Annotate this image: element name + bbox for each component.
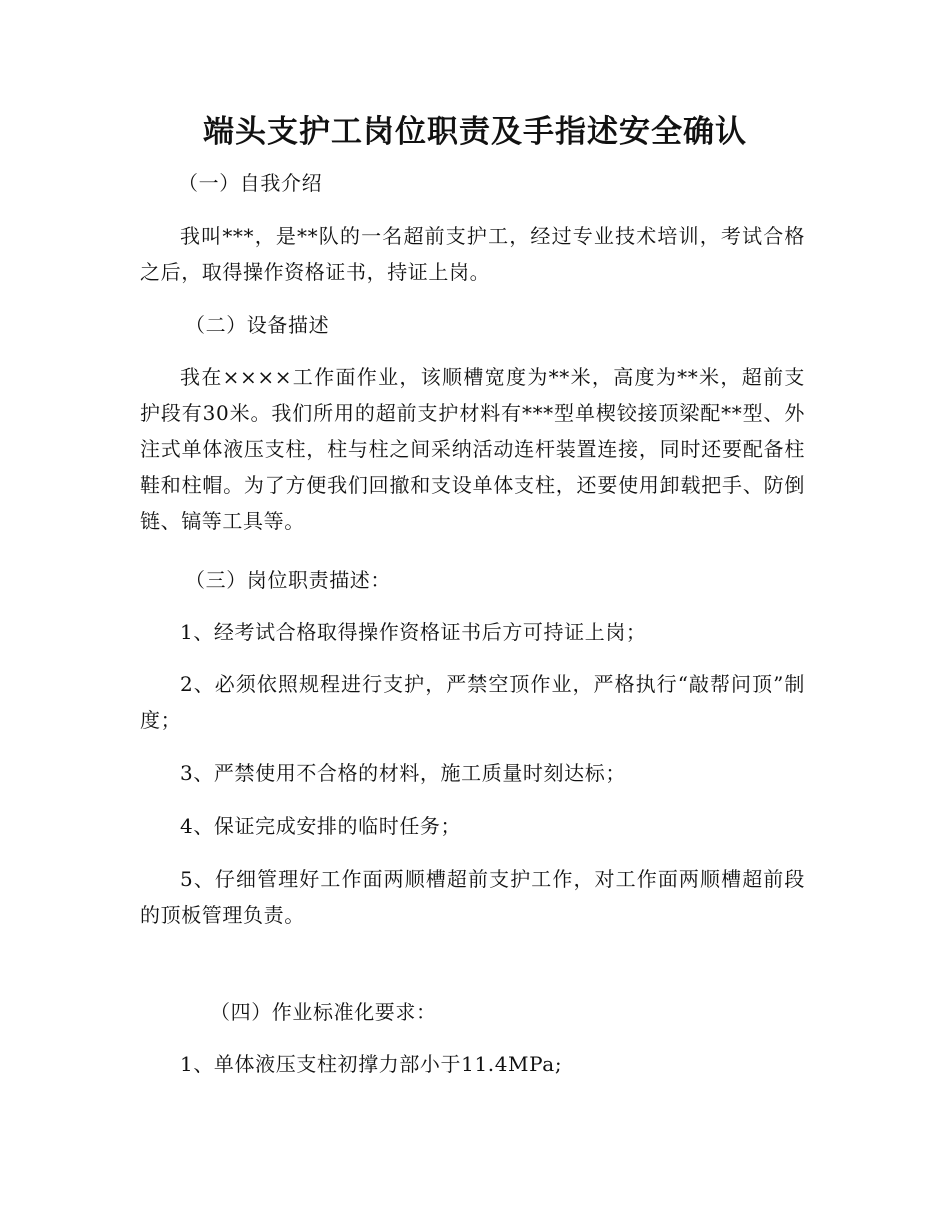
standard-item-1: 1、单体液压支柱初撑力部小于11.4MPa; xyxy=(180,1052,563,1076)
section-heading-duties: （三）岗位职责描述： xyxy=(185,568,391,592)
section-heading-standards: （四）作业标准化要求： xyxy=(210,1000,437,1024)
duty-item-2: 2、必须依照规程进行支护，严禁空顶作业，严格执行“敲帮问顶”制度； xyxy=(140,672,805,732)
paragraph-intro: 我叫***，是**队的一名超前支护工，经过专业技术培训，考试合格之后，取得操作资格证书，持证上岗。 xyxy=(140,224,805,284)
duty-item-3: 3、严禁使用不合格的材料，施工质量时刻达标； xyxy=(180,761,626,785)
paragraph-equipment: 我在××××工作面作业，该顺槽宽度为**米，高度为**米，超前支护段有30米。我们所用的超前支护材料有***型单楔铰接顶梁配**型、外注式单体液压支柱，柱与柱之间采纳活动连杆装置连接，同时还要配备柱鞋和柱帽。为了方便我们回撤和支设单体支柱，还要使用卸载把手、防倒链、镐等工具等。 xyxy=(140,365,805,533)
section-heading-intro: （一）自我介绍 xyxy=(178,171,323,195)
duty-item-5: 5、仔细管理好工作面两顺槽超前支护工作，对工作面两顺槽超前段的顶板管理负责。 xyxy=(140,867,805,927)
section-heading-equipment: （二）设备描述 xyxy=(185,313,330,337)
duty-item-1: 1、经考试合格取得操作资格证书后方可持证上岗； xyxy=(180,620,647,644)
duty-item-4: 4、保证完成安排的临时任务； xyxy=(180,814,462,838)
document-title: 端头支护工岗位职责及手指述安全确认 xyxy=(203,114,747,150)
